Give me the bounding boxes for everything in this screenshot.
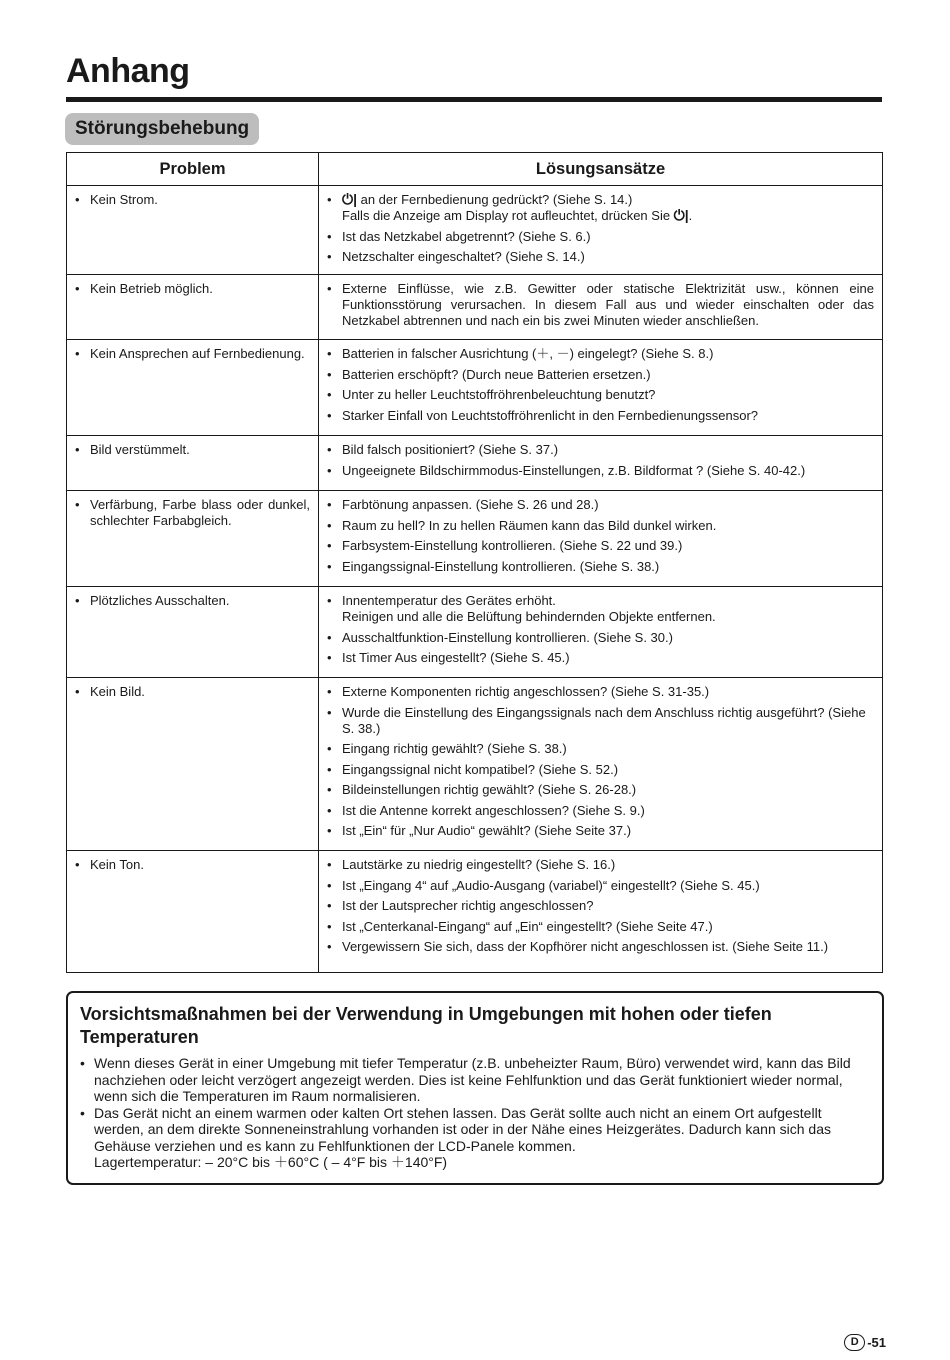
header-solutions: Lösungsansätze — [319, 153, 883, 186]
table-row — [67, 491, 883, 587]
solutions-cell — [319, 436, 883, 491]
notice-item: • Wenn dieses Gerät in einer Umgebung mit tiefer Temperatur (z.B. unbeheizter Raum, Büro) verwendet wird, kann das Bild nachziehen oder leicht verzögert angezeigt werden. Dies ist keine Fehlfunktion und das Gerät funktioniert wieder normal, wenn sich die Temperaturen im Raum normalisieren. — [80, 1055, 870, 1105]
solution-item: • Ist „Ein“ für „Nur Audio“ gewählt? (Siehe Seite 37.) — [327, 823, 874, 839]
table-row — [67, 275, 883, 340]
solutions-cell — [319, 678, 883, 851]
solution-item: • Batterien in falscher Ausrichtung (＋, －) eingelegt? (Siehe S. 8.) — [327, 346, 874, 362]
notice-item: • Das Gerät nicht an einem warmen oder kalten Ort stehen lassen. Das Gerät sollte auch nicht an einem Ort aufgestellt werden, an dem direkte Sonneneinstrahlung vorhanden ist oder in der Nähe eines Heizgerätes. Dadurch kann sich das Gehäuse verziehen und es kann zu Fehlfunktionen der LCD-Panele kommen. Lagertemperatur: – 20°C bis ＋60°C ( – 4°F bis ＋140°F) — [80, 1105, 870, 1171]
solution-item: • Ausschaltfunktion-Einstellung kontrollieren. (Siehe S. 30.) — [327, 630, 874, 646]
solution-item: • Starker Einfall von Leuchtstoffröhrenlicht in den Fernbedienungssensor? — [327, 408, 874, 424]
solutions-cell — [319, 275, 883, 340]
solution-item: • Ist „Centerkanal-Eingang“ auf „Ein“ eingestellt? (Siehe Seite 47.) — [327, 919, 874, 935]
solution-item: • Externe Komponenten richtig angeschlossen? (Siehe S. 31-35.) — [327, 684, 874, 700]
section-heading: Störungsbehebung — [65, 113, 259, 145]
solution-item: • Ist der Lautsprecher richtig angeschlossen? — [327, 898, 874, 914]
table-row — [67, 587, 883, 678]
solution-item: • Farbtönung anpassen. (Siehe S. 26 und 28.) — [327, 497, 874, 513]
header-problem: Problem — [67, 153, 319, 186]
solution-item: • Ungeeignete Bildschirmmodus-Einstellungen, z.B. Bildformat ? (Siehe S. 40-42.) — [327, 463, 874, 479]
problem-text: • Bild verstümmelt. — [75, 442, 310, 458]
problem-text: • Kein Bild. — [75, 684, 310, 700]
solution-item: • Ist die Antenne korrekt angeschlossen? (Siehe S. 9.) — [327, 803, 874, 819]
solution-item: • Innentemperatur des Gerätes erhöht. Reinigen und alle die Belüftung behindernden Objekte entfernen. — [327, 593, 874, 625]
solutions-cell — [319, 587, 883, 678]
notice-title: Vorsichtsmaßnahmen bei der Verwendung in Umgebungen mit hohen oder tiefen Temperaturen — [80, 1004, 772, 1047]
power-icon: ⏻| — [673, 207, 689, 223]
solution-item: • Vergewissern Sie sich, dass der Kopfhörer nicht angeschlossen ist. (Siehe Seite 11.) — [327, 939, 874, 955]
page-number-text: -51 — [867, 1335, 886, 1350]
power-icon: ⏻| — [342, 191, 357, 207]
solution-item: • Raum zu hell? In zu hellen Räumen kann das Bild dunkel wirken. — [327, 518, 874, 534]
solution-item: • Batterien erschöpft? (Durch neue Batterien ersetzen.) — [327, 367, 874, 383]
solution-item: • Bildeinstellungen richtig gewählt? (Siehe S. 26-28.) — [327, 782, 874, 798]
problem-text: • Verfärbung, Farbe blass oder dunkel, schlechter Farbabgleich. — [75, 497, 310, 529]
solution-item: • Lautstärke zu niedrig eingestellt? (Siehe S. 16.) — [327, 857, 874, 873]
solution-item: • ⏻| an der Fernbedienung gedrückt? (Siehe S. 14.) Falls die Anzeige am Display rot aufleuchtet, drücken Sie ⏻|. — [327, 192, 874, 224]
table-row — [67, 678, 883, 851]
problem-text: • Kein Betrieb möglich. — [75, 281, 310, 297]
problem-cell — [67, 678, 319, 851]
region-letter-icon: D — [844, 1334, 865, 1351]
solutions-cell — [319, 186, 883, 275]
solution-item: • Farbsystem-Einstellung kontrollieren. (Siehe S. 22 und 39.) — [327, 538, 874, 554]
problem-cell — [67, 186, 319, 275]
solution-item: • Externe Einflüsse, wie z.B. Gewitter oder statische Elektrizität usw., können eine Funktionsstörung verursachen. In diesem Fall aus und wieder einschalten oder das Netzkabel abtrennen und nach ein bis zwei Minuten wieder anschließen. — [327, 281, 874, 329]
solution-item: • Eingangssignal-Einstellung kontrollieren. (Siehe S. 38.) — [327, 559, 874, 575]
problem-text: • Kein Strom. — [75, 192, 310, 208]
table-row — [67, 340, 883, 436]
temperature-notice-box — [66, 991, 884, 1185]
solution-item: • Bild falsch positioniert? (Siehe S. 37.) — [327, 442, 874, 458]
problem-cell — [67, 851, 319, 973]
problem-cell — [67, 436, 319, 491]
solution-item: • Eingang richtig gewählt? (Siehe S. 38.) — [327, 741, 874, 757]
solution-item: • Ist das Netzkabel abgetrennt? (Siehe S. 6.) — [327, 229, 874, 245]
troubleshooting-table — [66, 152, 883, 973]
problem-cell — [67, 491, 319, 587]
solution-item: • Unter zu heller Leuchtstoffröhrenbeleuchtung benutzt? — [327, 387, 874, 403]
table-row — [67, 186, 883, 275]
solution-item: • Wurde die Einstellung des Eingangssignals nach dem Anschluss richtig ausgeführt? (Siehe S. 38.) — [327, 705, 874, 737]
problem-cell — [67, 340, 319, 436]
problem-text: • Kein Ansprechen auf Fernbedienung. — [75, 346, 310, 362]
title-rule — [66, 97, 882, 102]
solution-item: • Netzschalter eingeschaltet? (Siehe S. 14.) — [327, 249, 874, 265]
problem-cell — [67, 587, 319, 678]
solution-item: • Ist „Eingang 4“ auf „Audio-Ausgang (variabel)“ eingestellt? (Siehe S. 45.) — [327, 878, 874, 894]
solution-item: • Eingangssignal nicht kompatibel? (Siehe S. 52.) — [327, 762, 874, 778]
solutions-cell — [319, 491, 883, 587]
table-header-row — [67, 153, 883, 186]
page-number — [844, 1334, 886, 1351]
page-title: Anhang — [66, 52, 190, 90]
table-row — [67, 851, 883, 973]
problem-text: • Plötzliches Ausschalten. — [75, 593, 310, 609]
problem-text: • Kein Ton. — [75, 857, 310, 873]
solutions-cell — [319, 851, 883, 973]
problem-cell — [67, 275, 319, 340]
table-row — [67, 436, 883, 491]
solutions-cell — [319, 340, 883, 436]
solution-item: • Ist Timer Aus eingestellt? (Siehe S. 45.) — [327, 650, 874, 666]
